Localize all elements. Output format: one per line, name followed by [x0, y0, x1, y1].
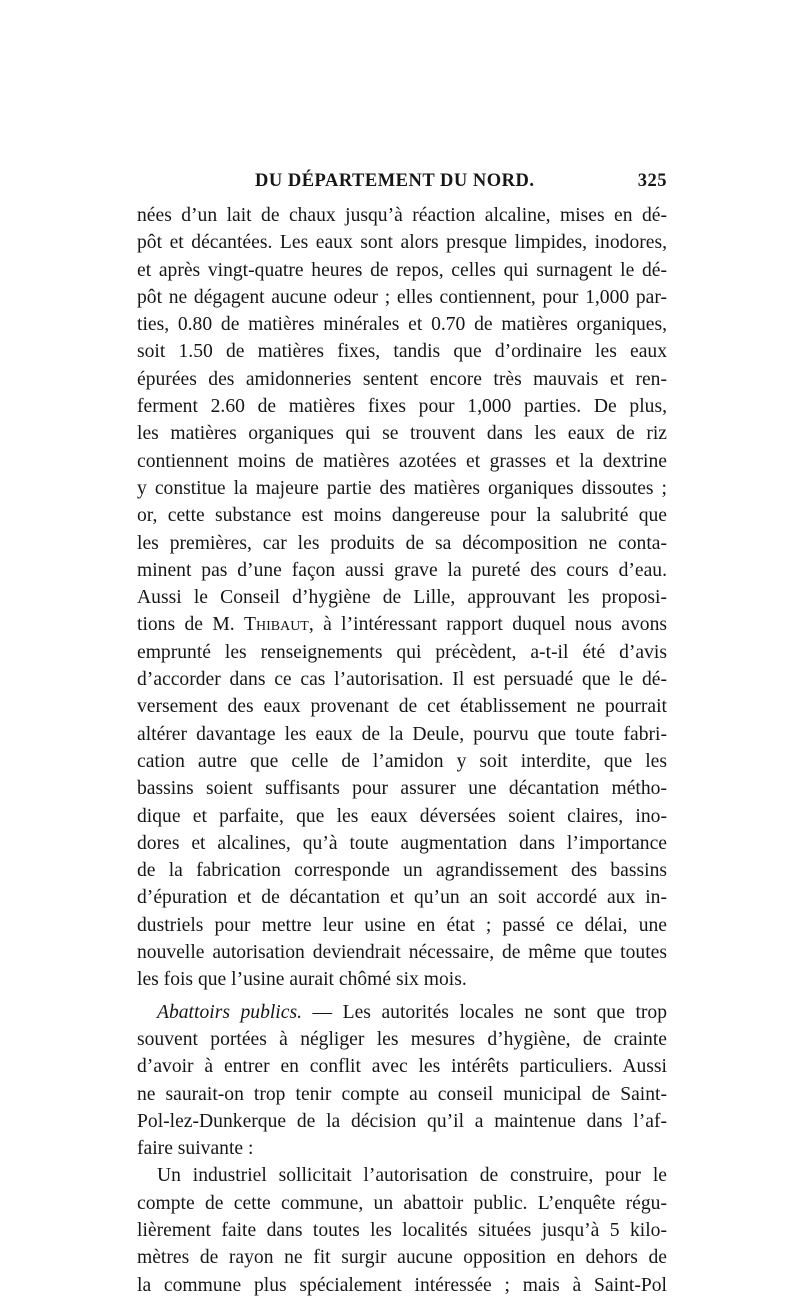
text-line: la commune plus spécialement intéressée ; mais à Saint-Pol — [137, 1274, 667, 1296]
running-title: DU DÉPARTEMENT DU NORD. — [255, 171, 535, 191]
text-line: les fois que l’usine aurait chômé six mois. — [137, 969, 467, 991]
text-line: pôt et décantées. Les eaux sont alors presque limpides, inodores, — [137, 232, 667, 254]
text-line: minent pas d’une façon aussi grave la pureté des cours d’eau. — [137, 559, 667, 581]
text-line: d’épuration et de décantation et qu’un an soit accordé aux in- — [137, 887, 667, 909]
text-line — [137, 611, 667, 638]
text-line — [137, 999, 667, 1026]
text-fragment: tions de M. — [137, 614, 244, 636]
body-text — [137, 202, 667, 1299]
text-fragment: , à l’intéressant rapport duquel nous avons — [308, 614, 667, 636]
text-line: versement des eaux provenant de cet établissement ne pourrait — [137, 696, 667, 718]
text-line: souvent portées à négliger les mesures d’hygiène, de crainte — [137, 1028, 667, 1050]
text-line: d’avoir à entrer en conflit avec les intérêts particuliers. Aussi — [137, 1056, 667, 1078]
text-line: de la fabrication corresponde un agrandissement des bassins — [137, 860, 667, 882]
text-line: Aussi le Conseil d’hygiène de Lille, approuvant les proposi- — [137, 587, 667, 609]
text-line: y constitue la majeure partie des matières organiques dissoutes ; — [137, 477, 667, 499]
text-line: faire suivante : — [137, 1138, 254, 1160]
text-line: ties, 0.80 de matières minérales et 0.70 de matières organiques, — [137, 314, 667, 336]
text-line: ferment 2.60 de matières fixes pour 1,000 parties. De plus, — [137, 396, 667, 418]
section-heading: Abattoirs publics. — [157, 1001, 302, 1023]
text-line: les matières organiques qui se trouvent dans les eaux de riz — [137, 423, 667, 445]
text-fragment: — Les autorités locales ne sont que trop — [301, 1001, 668, 1023]
text-line: dustriels pour mettre leur usine en état ; passé ce délai, une — [137, 914, 667, 936]
text-line: épurées des amidonneries sentent encore très mauvais et ren- — [137, 368, 667, 390]
text-line: les premières, car les produits de sa décomposition ne conta- — [137, 532, 667, 554]
text-line: et après vingt-quatre heures de repos, celles qui surnagent le dé- — [137, 259, 667, 281]
text-line: ne saurait-on trop tenir compte au conseil municipal de Saint- — [137, 1083, 667, 1105]
text-line: contiennent moins de matières azotées et grasses et la dextrine — [137, 450, 667, 472]
text-line: Pol-lez-Dunkerque de la décision qu’il a maintenue dans l’af- — [137, 1110, 667, 1132]
page-number: 325 — [637, 171, 667, 191]
text-line: d’accorder dans ce cas l’autorisation. Il est persuadé que le dé- — [137, 669, 667, 691]
text-line: lièrement faite dans toutes les localités situées jusqu’à 5 kilo- — [137, 1219, 667, 1241]
text-line: cation autre que celle de l’amidon y soit interdite, que les — [137, 750, 667, 772]
text-line: bassins soient suffisants pour assurer une décantation métho- — [137, 778, 667, 800]
text-line: mètres de rayon ne fit surgir aucune opposition en dehors de — [137, 1247, 667, 1269]
text-line: dores et alcalines, qu’à toute augmentation dans l’importance — [137, 832, 667, 854]
person-name: Thibaut — [244, 614, 309, 636]
text-line: Un industriel sollicitait l’autorisation de construire, pour le — [157, 1165, 667, 1187]
text-line: dique et parfaite, que les eaux déversées soient claires, ino- — [137, 805, 667, 827]
text-line: nouvelle autorisation deviendrait nécessaire, de même que toutes — [137, 942, 667, 964]
text-line: compte de cette commune, un abattoir public. L’enquête régu- — [137, 1192, 667, 1214]
text-line: altérer davantage les eaux de la Deule, pourvu que toute fabri- — [137, 723, 667, 745]
running-head — [137, 171, 667, 197]
text-line: pôt ne dégagent aucune odeur ; elles contiennent, pour 1,000 par- — [137, 286, 667, 308]
text-line: emprunté les renseignements qui précèdent, a-t-il été d’avis — [137, 641, 667, 663]
text-line: or, cette substance est moins dangereuse pour la salubrité que — [137, 505, 667, 527]
text-line: soit 1.50 de matières fixes, tandis que d’ordinaire les eaux — [137, 341, 667, 363]
text-line: nées d’un lait de chaux jusqu’à réaction alcaline, mises en dé- — [137, 205, 667, 226]
